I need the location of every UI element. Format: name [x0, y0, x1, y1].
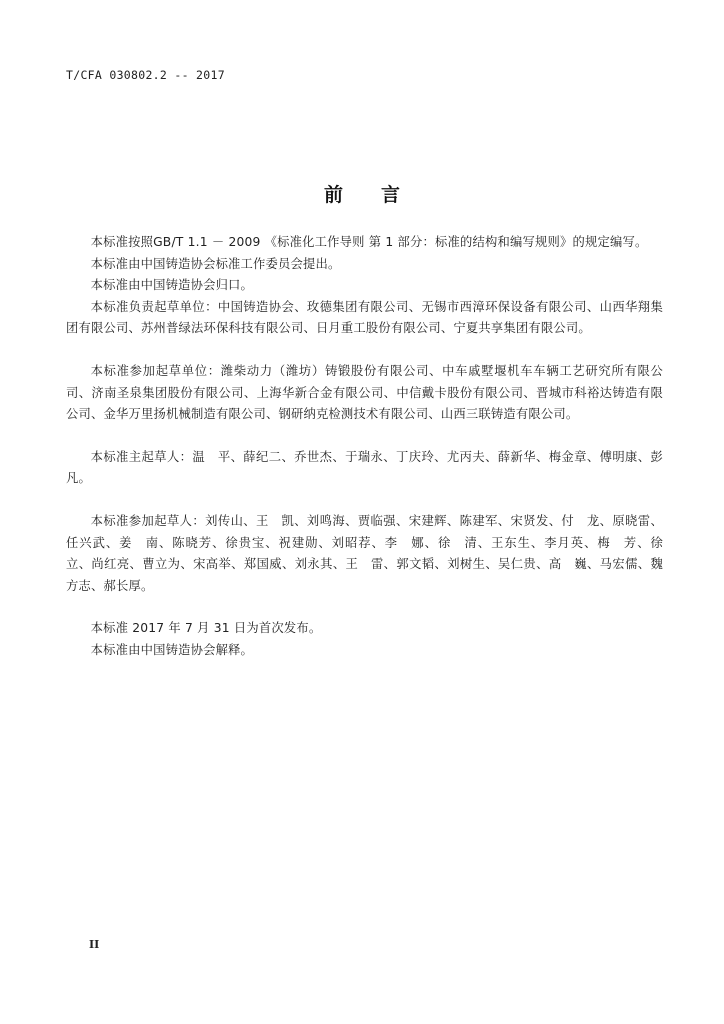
paragraph-administered-by: 本标准由中国铸造协会归口。 — [90, 278, 254, 293]
paragraph-proposed-by: 本标准由中国铸造协会标准工作委员会提出。 — [90, 256, 341, 271]
paragraph-interpretation: 本标准由中国铸造协会解释。 — [90, 642, 254, 657]
page-title: 前 言 — [323, 184, 400, 206]
paragraph-standard-basis: 本标准按照GB/T 1.1 － 2009 《标准化工作导则 第 1 部分：标准的结构和编写规则》的规定编写。 — [90, 235, 648, 249]
paragraph-participating-units: 本标准参加起草单位：潍柴动力（潍坊）铸锻股份有限公司、中车戚墅堰机车车辆工艺研究所有限公司、济南圣泉集团股份有限公司、上海华新合金有限公司、中信戴卡股份有限公司、晋城市科裕达铸造有限公司、金华万里扬机械制造有限公司、钢研纳克检测技术有限公司、山西三联铸造有限公司。 — [66, 363, 663, 422]
paragraph-main-drafters: 本标准主起草人：温 平、薛纪二、乔世杰、于瑞永、丁庆玲、尤丙夫、薛新华、梅金章、傅明康、彭 凡。 — [66, 449, 676, 486]
page-number: II — [89, 938, 100, 951]
standard-code: T/CFA 030802.2 -- 2017 — [66, 68, 225, 82]
paragraph-participating-drafters: 本标准参加起草人：刘传山、王 凯、刘鸣海、贾临强、宋建辉、陈建军、宋贤发、付 龙、原晓雷、任兴武、姜 南、陈晓芳、徐贵宝、祝建勋、刘昭荐、李 娜、徐 清、王东生、李月英、梅 芳、徐 立、尚红亮、曹立为、宋高举、郑国威、刘永其、王 雷、郭文韬、刘树生、吴仁贵、高 巍、马宏儒、魏方志、郝长厚。 — [66, 513, 676, 593]
foreword-body — [66, 232, 676, 662]
paragraph-publication-date: 本标准 2017 年 7 月 31 日为首次发布。 — [90, 621, 322, 636]
paragraph-lead-drafting-units: 本标准负责起草单位：中国铸造协会、玫德集团有限公司、无锡市西漳环保设备有限公司、山西华翔集团有限公司、苏州普绿法环保科技有限公司、日月重工股份有限公司、宁夏共享集团有限公司。 — [66, 299, 663, 336]
